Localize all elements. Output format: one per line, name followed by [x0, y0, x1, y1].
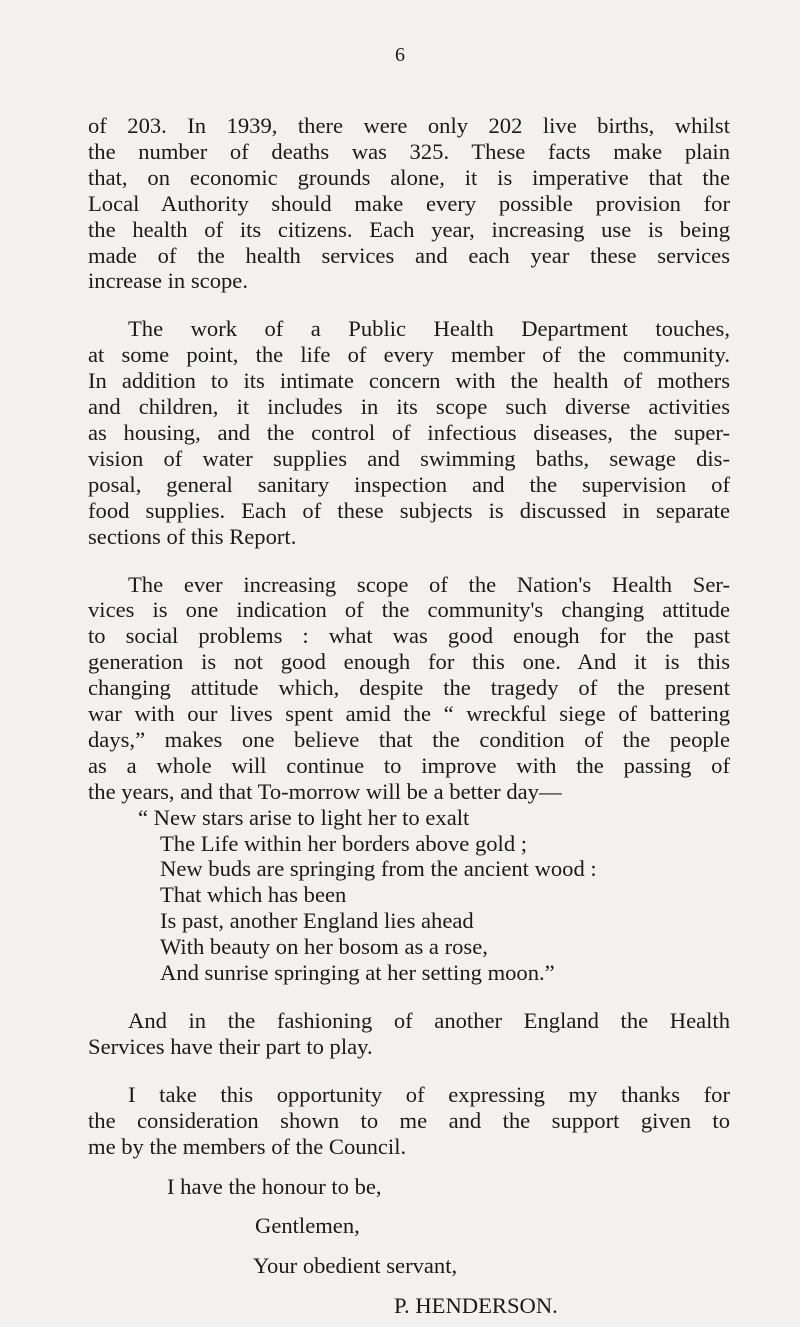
body-text [88, 113, 730, 1319]
poem-line: “ New stars arise to light her to exalt [138, 804, 470, 830]
text-line: sections of this Report. [88, 523, 297, 549]
text-line: me by the members of the Council. [88, 1133, 407, 1159]
closing-servant: Your obedient servant, [253, 1253, 458, 1279]
text-line: And in the fashioning of another England the Health [128, 1008, 730, 1033]
text-line: as housing, and the control of infectious diseases, the super- [88, 419, 730, 445]
closing-honour: I have the honour to be, [167, 1173, 382, 1199]
text-line: days,” makes one believe that the condition of the people [88, 726, 730, 752]
poem-line: New buds are springing from the ancient wood : [160, 856, 597, 882]
letter-closing [88, 1174, 730, 1320]
text-line: as a whole will continue to improve with the passing of [88, 752, 730, 778]
text-line: The work of a Public Health Department touches, [128, 316, 730, 342]
text-line: Services have their part to play. [88, 1033, 373, 1059]
text-line: changing attitude which, despite the tragedy of the present [88, 675, 730, 701]
poem-line: The Life within her borders above gold ; [160, 830, 528, 856]
paragraph-2 [88, 316, 730, 549]
text-line: that, on economic grounds alone, it is imperative that the [88, 164, 730, 190]
text-line: generation is not good enough for this one. And it is this [88, 649, 730, 675]
poem-line: And sunrise springing at her setting moon.” [160, 960, 555, 986]
text-line: posal, general sanitary inspection and the supervision of [88, 471, 730, 497]
text-line: Local Authority should make every possible provision for [88, 190, 730, 216]
text-line: food supplies. Each of these subjects is discussed in separate [88, 497, 730, 523]
text-line: The ever increasing scope of the Nation's Health Ser- [128, 571, 730, 597]
signature: P. HENDERSON. [394, 1293, 558, 1319]
paragraph-1 [88, 113, 730, 294]
paragraph-3 [88, 572, 730, 805]
text-line: to social problems : what was good enough for the past [88, 623, 730, 649]
text-line: the consideration shown to me and the support given to [88, 1107, 730, 1133]
text-line: at some point, the life of every member of the community. [88, 342, 730, 368]
text-line: the health of its citizens. Each year, increasing use is being [88, 216, 730, 242]
text-line: war with our lives spent amid the “ wreckful siege of battering [88, 701, 730, 727]
paragraph-4 [88, 1008, 730, 1060]
poem-line: That which has been [160, 882, 347, 908]
text-line: made of the health services and each year these services [88, 242, 730, 268]
text-line: and children, it includes in its scope such diverse activities [88, 394, 730, 420]
text-line: of 203. In 1939, there were only 202 live births, whilst [88, 113, 730, 138]
text-line: In addition to its intimate concern with the health of mothers [88, 368, 730, 394]
paragraph-5 [88, 1082, 730, 1160]
poem-line: With beauty on her bosom as a rose, [160, 934, 488, 960]
text-line: the number of deaths was 325. These facts make plain [88, 138, 730, 164]
text-line: I take this opportunity of expressing my thanks for [128, 1081, 730, 1107]
text-line: increase in scope. [88, 268, 248, 294]
text-line: the years, and that To-morrow will be a better day— [88, 778, 562, 804]
text-line: vision of water supplies and swimming baths, sewage dis- [88, 445, 730, 471]
poem-quote [88, 805, 730, 986]
closing-salutation: Gentlemen, [255, 1213, 360, 1239]
page-number: 6 [395, 44, 405, 66]
poem-line: Is past, another England lies ahead [160, 908, 474, 934]
text-line: vices is one indication of the community's changing attitude [88, 597, 730, 623]
